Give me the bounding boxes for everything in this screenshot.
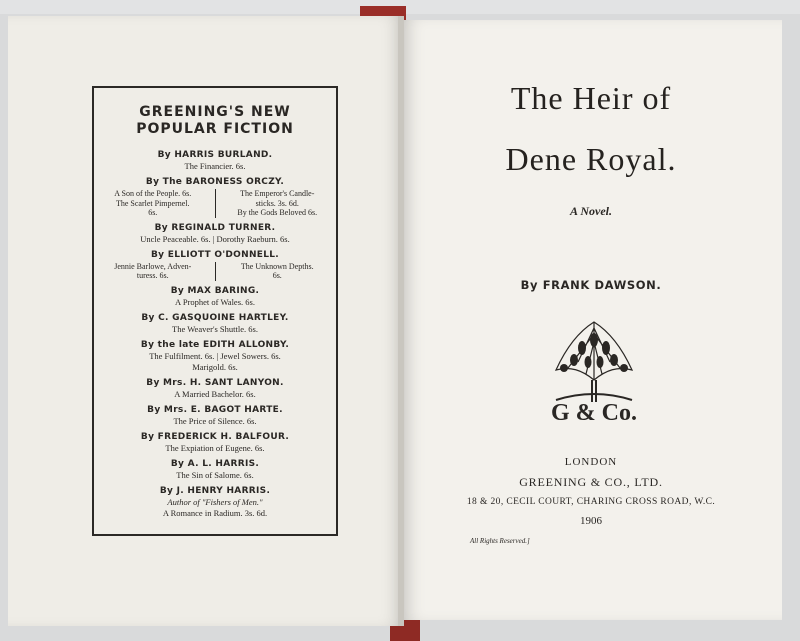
author-byline: By FRANK DAWSON. [520, 278, 662, 292]
logo-letters: G & Co. [551, 400, 637, 426]
heading-line-1: GREENING'S NEW [139, 104, 291, 120]
fiction-entry [94, 177, 336, 218]
entry-work: Uncle Peaceable. 6s. | Dorothy Raeburn. 6s. [140, 233, 290, 244]
entry-work: Marigold. 6s. [192, 361, 238, 372]
entry-work: A Married Bachelor. 6s. [174, 388, 256, 399]
entry-author: By The BARONESS ORCZY. [145, 177, 285, 187]
entry-author: By HARRIS BURLAND. [157, 150, 273, 160]
entry-work: The Expiation of Eugene. 6s. [165, 442, 265, 453]
entry-work-left: A Son of the People. 6s. The Scarlet Pimpernel. 6s. [114, 189, 192, 217]
imprint-publisher: GREENING & CO., LTD. [519, 475, 663, 489]
fiction-entry [94, 378, 336, 400]
entry-two-column-works [94, 189, 336, 218]
fiction-entry [94, 486, 336, 519]
entry-work-left: Jennie Barlowe, Adven- turess. 6s. [114, 261, 192, 280]
imprint-year: 1906 [580, 515, 602, 527]
imprint-city: LONDON [564, 456, 618, 468]
entry-author: By C. GASQUOINE HARTLEY. [141, 312, 289, 323]
entry-work: The Fulfilment. 6s. | Jewel Sowers. 6s. [149, 350, 281, 361]
fiction-entry [94, 459, 336, 481]
fiction-entry [94, 150, 336, 172]
column-divider [215, 189, 216, 218]
column-divider [215, 262, 216, 281]
fiction-entry [94, 340, 336, 373]
entry-author: By A. L. HARRIS. [170, 458, 260, 469]
entry-work: The Price of Silence. 6s. [173, 415, 257, 426]
imprint-address: 18 & 20, CECIL COURT, CHARING CROSS ROAD, W.C. [466, 497, 716, 507]
heading-line-2: POPULAR FICTION [136, 121, 294, 137]
fiction-entry [94, 405, 336, 427]
fiction-entry [94, 286, 336, 308]
rights-notice: All Rights Reserved.] [470, 537, 530, 545]
entry-author: By REGINALD TURNER. [154, 222, 276, 233]
entry-author: By Mrs. E. BAGOT HARTE. [147, 404, 283, 415]
entry-author: By ELLIOTT O'DONNELL. [150, 249, 280, 260]
entry-work: A Romance in Radium. 3s. 6d. [162, 507, 268, 518]
entry-work-right: The Emperor's Candle- sticks. 3s. 6d. By the Gods Beloved 6s. [237, 189, 318, 217]
fiction-list-box [92, 86, 338, 536]
book-title-line-2: Dene Royal. [505, 141, 677, 177]
entry-work: The Weaver's Shuttle. 6s. [172, 323, 258, 334]
entry-work-right: The Unknown Depths. 6s. [240, 261, 314, 280]
fiction-list [94, 150, 336, 519]
book-title-line-1: The Heir of [510, 80, 672, 116]
subtitle: A Novel. [570, 204, 612, 218]
entry-author: By MAX BARING. [170, 285, 260, 296]
entry-author: By Mrs. H. SANT LANYON. [146, 377, 284, 388]
fiction-entry [94, 432, 336, 454]
entry-work: A Prophet of Wales. 6s. [175, 296, 255, 307]
entry-work-note: Author of "Fishers of Men." [167, 496, 263, 507]
entry-work: The Sin of Salome. 6s. [176, 469, 254, 480]
fiction-list-heading [94, 104, 336, 138]
fiction-entry [94, 223, 336, 245]
fiction-entry [94, 313, 336, 335]
publisher-logo-icon [548, 318, 640, 428]
entry-two-column-works [94, 262, 336, 281]
entry-author: By FREDERICK H. BALFOUR. [140, 431, 290, 442]
fiction-entry [94, 250, 336, 281]
entry-author: By J. HENRY HARRIS. [159, 485, 271, 496]
entry-author: By the late EDITH ALLONBY. [140, 339, 290, 350]
entry-work: The Financier. 6s. [184, 161, 246, 171]
